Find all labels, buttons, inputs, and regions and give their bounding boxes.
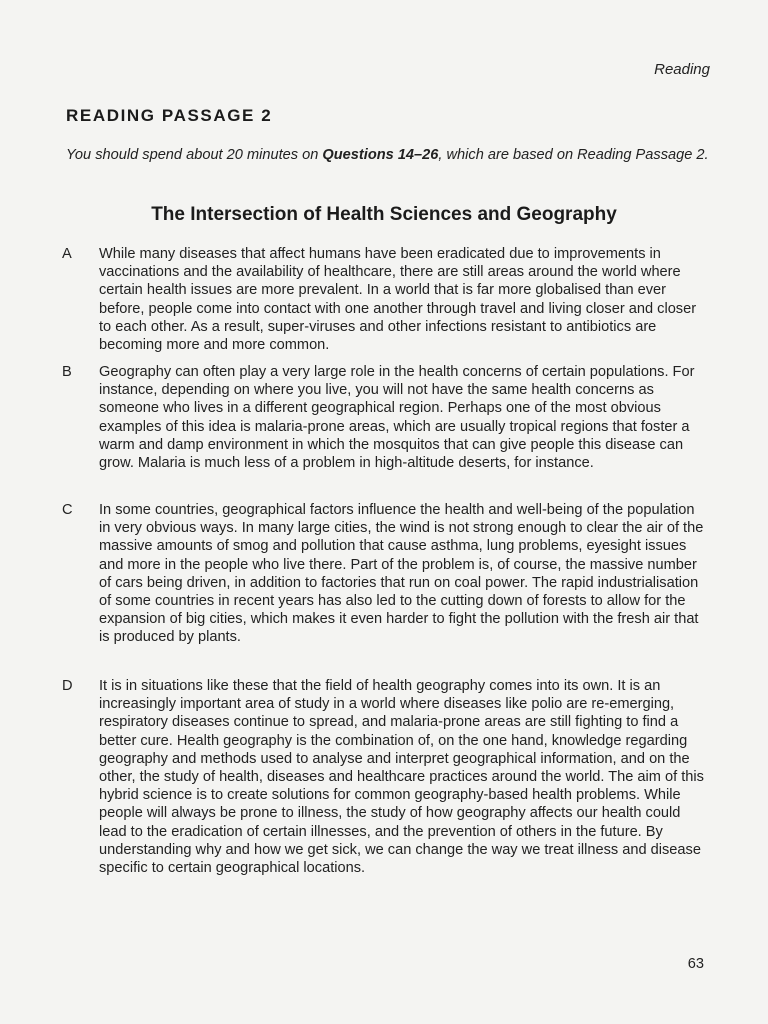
instructions-text-after: , which are based on Reading Passage 2. — [438, 147, 709, 163]
instructions-questions: Questions 14–26 — [322, 147, 439, 163]
paragraph-letter: A — [62, 246, 72, 262]
instructions — [66, 146, 716, 165]
paragraph-text: In some countries, geographical factors influence the health and well-being of the population in very obvious ways. In many large cities, the wind is not strong enough to clear the air of the massive amounts of smog and pollution that cause asthma, lung problems, eyesight issues and more in the people who live there. Part of the problem is, of course, the massive number of cars being driven, in addition to factories that run on coal power. The rapid industrialisation of some countries in recent years has also led to the cutting down of forests to allow for the expansion of big cities, which makes it even harder to fight the pollution with the fresh air that is produced by plants. — [99, 502, 704, 646]
paragraph-text: Geography can often play a very large role in the health concerns of certain populations. For instance, depending on where you live, you will not have the same health concerns as someone who lives in a different geographical region. Perhaps one of the most obvious examples of this idea is malaria-prone areas, which are usually tropical regions that foster a warm and damp environment in which the mosquitos that can give people this disease can grow. Malaria is much less of a problem in high-altitude deserts, for instance. — [99, 364, 695, 472]
paragraph-text: While many diseases that affect humans have been eradicated due to improvements in vaccinations and the availability of healthcare, there are still areas around the world where certain health issues are more prevalent. In a world that is far more globalised than ever before, people come into contact with one another through travel and living closer and closer to each other. As a result, super-viruses and other infections resistant to antibiotics are becoming more and more common. — [99, 246, 697, 354]
paragraph-text: It is in situations like these that the field of health geography comes into its own. It is an increasingly important area of study in a world where diseases like polio are re-emerging, respiratory diseases continue to spread, and malaria-prone areas are still fighting to find a better cure. Health geography is the combination of, on the one hand, knowledge regarding geography and methods used to analyse and interpret geographical information, and on the other, the study of health, diseases and healthcare practices around the world. The aim of this hybrid science is to create solutions for common geography-based health problems. While people will always be prone to illness, the study of how geography affects our health could lead to the eradication of certain illnesses, and the prevention of others in the future. By understanding why and how we get sick, we can change the way we treat illness and disease specific to certain geographical locations. — [99, 678, 704, 877]
paragraph-letter: C — [62, 502, 73, 518]
page-number: 63 — [687, 956, 704, 972]
passage-title: The Intersection of Health Sciences and Geography — [151, 204, 617, 225]
instructions-text-before: You should spend about 20 minutes on — [66, 147, 323, 163]
paragraph-letter: D — [62, 678, 73, 694]
running-head: Reading — [654, 61, 710, 78]
section-heading: READING PASSAGE 2 — [66, 106, 273, 125]
paragraph-letter: B — [62, 364, 72, 380]
